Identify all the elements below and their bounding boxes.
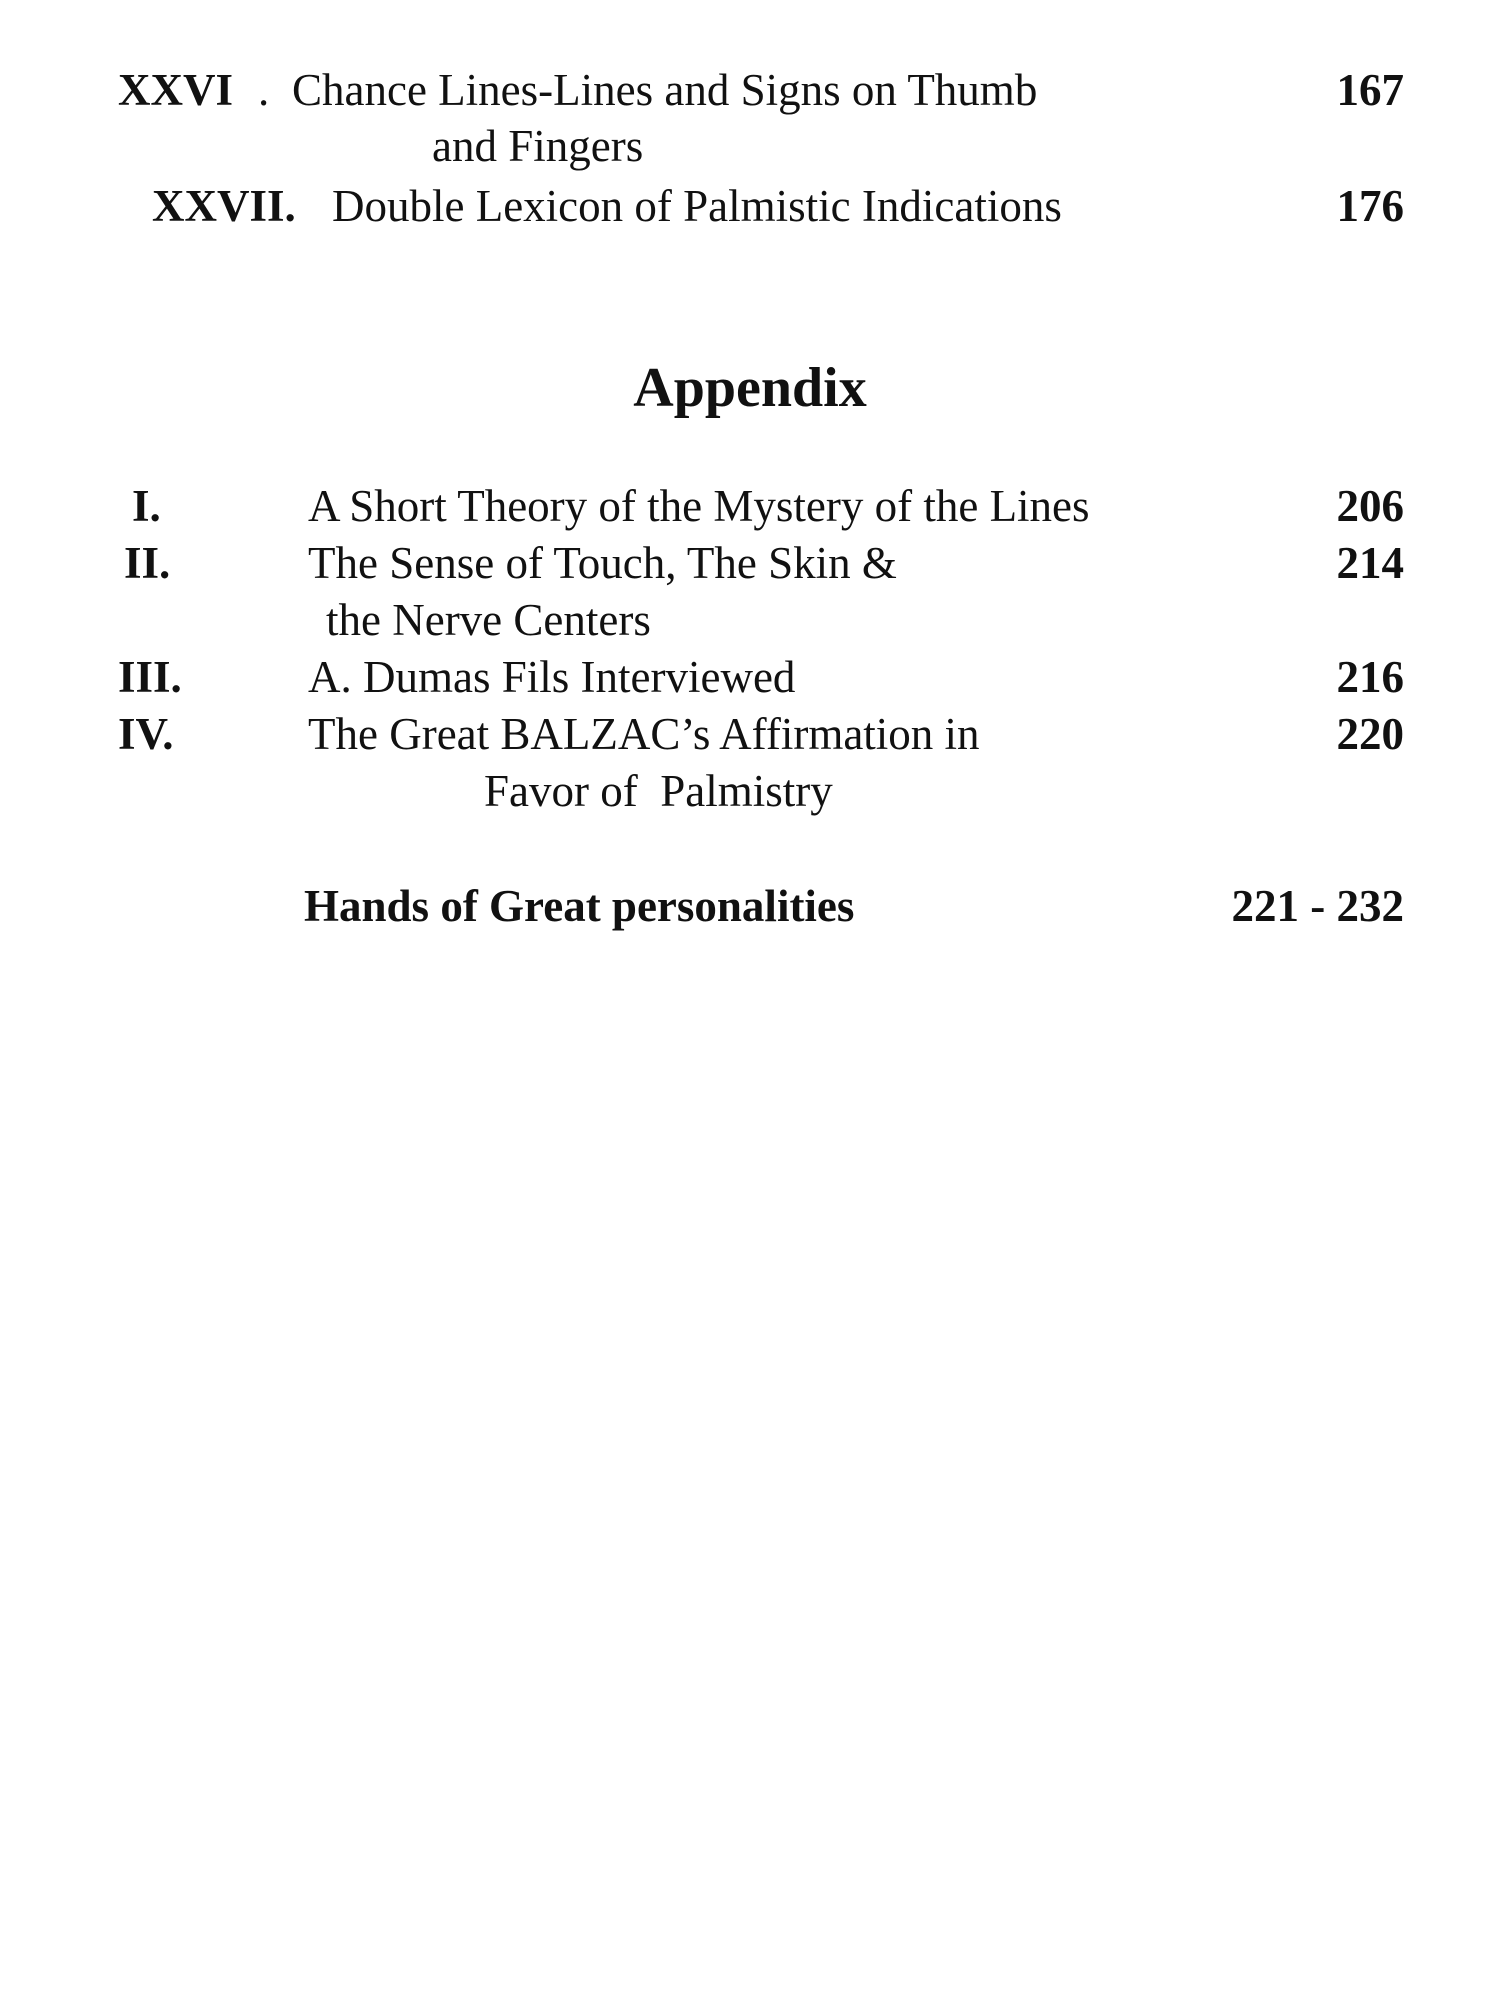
- appendix-numeral: II.: [124, 538, 171, 588]
- chapter-title-line2: and Fingers: [432, 121, 644, 171]
- appendix-numeral: IV.: [118, 709, 174, 759]
- hands-page-range: 221 - 232: [1231, 881, 1404, 931]
- chapter-page-number: 167: [1336, 65, 1404, 115]
- appendix-page-number: 214: [1336, 538, 1404, 588]
- chapter-title-line1: Double Lexicon of Palmistic Indications: [332, 181, 1062, 231]
- appendix-title-line1: A. Dumas Fils Interviewed: [308, 652, 796, 702]
- appendix-page-number: 220: [1336, 709, 1404, 759]
- appendix-numeral: I.: [132, 481, 161, 531]
- chapter-numeral: XXVII.: [152, 181, 296, 231]
- appendix-page-number: 206: [1336, 481, 1404, 531]
- appendix-title-line2: Favor of Palmistry: [484, 766, 833, 816]
- appendix-page-number: 216: [1336, 652, 1404, 702]
- appendix-numeral: III.: [118, 652, 182, 702]
- appendix-title-line2: the Nerve Centers: [326, 595, 651, 645]
- appendix-title-line1: The Great BALZAC’s Affirmation in: [308, 709, 980, 759]
- chapter-numeral: XXVI: [118, 65, 234, 115]
- appendix-title-line1: A Short Theory of the Mystery of the Lines: [308, 481, 1090, 531]
- chapter-page-number: 176: [1336, 181, 1404, 231]
- chapter-period: .: [258, 65, 270, 115]
- appendix-heading: Appendix: [633, 357, 867, 419]
- chapter-title-line1: Chance Lines-Lines and Signs on Thumb: [292, 65, 1038, 115]
- appendix-title-line1: The Sense of Touch, The Skin &: [308, 538, 897, 588]
- hands-title: Hands of Great personalities: [304, 881, 855, 931]
